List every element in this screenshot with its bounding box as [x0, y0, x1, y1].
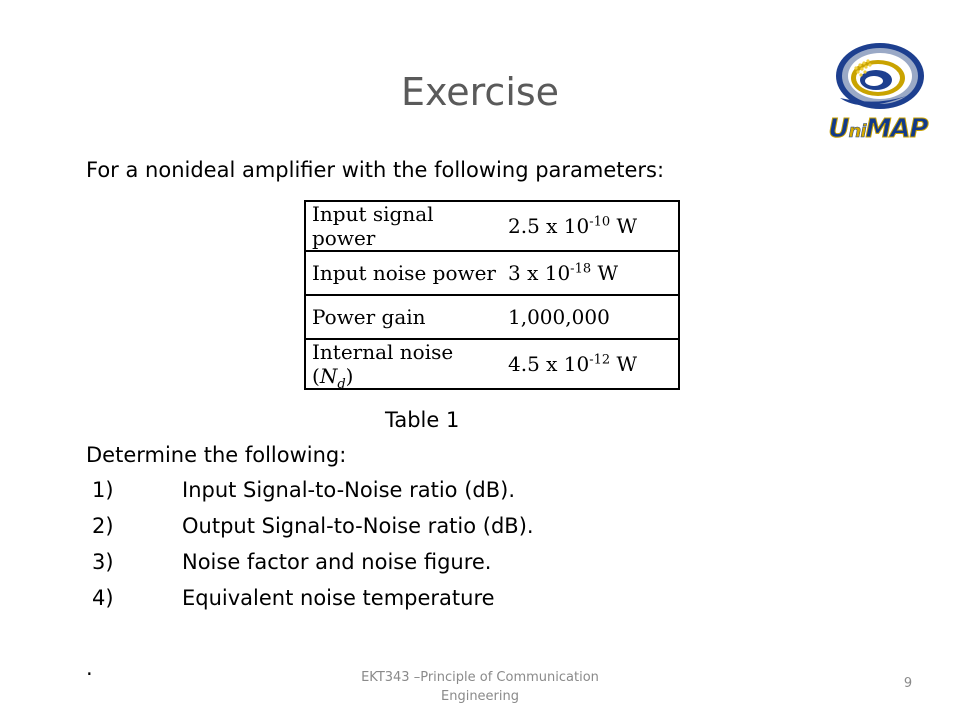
table-row	[305, 295, 679, 339]
question-number: 1)	[92, 478, 114, 502]
label-prefix: Internal noise (	[312, 340, 454, 388]
param-label: Input signal power	[305, 201, 502, 251]
logo-letter-u: U	[828, 114, 849, 144]
value-mantissa: 2.5 x 10	[508, 214, 590, 238]
param-value	[502, 251, 679, 295]
value-mantissa: 3 x 10	[508, 261, 571, 285]
logo-letters-ni: ni	[848, 121, 866, 142]
intro-text: For a nonideal amplifier with the following parameters:	[86, 158, 665, 182]
label-suffix: )	[345, 364, 354, 388]
value-unit: W	[610, 214, 638, 238]
label-symbol: N	[319, 364, 338, 388]
logo-wordmark	[826, 114, 930, 144]
param-value	[502, 339, 679, 389]
value-exponent: -18	[570, 261, 592, 277]
unimap-logo	[826, 38, 930, 150]
param-label: Input noise power	[305, 251, 502, 295]
param-value: 1,000,000	[502, 295, 679, 339]
table-row	[305, 251, 679, 295]
table-row	[305, 201, 679, 251]
logo-letters-map: MAP	[865, 114, 928, 144]
question-text: Noise factor and noise figure.	[182, 550, 492, 574]
footer-line: EKT343 –Principle of Communication	[361, 670, 599, 685]
parameters-table	[304, 200, 680, 390]
param-label: Power gain	[305, 295, 502, 339]
determine-heading: Determine the following:	[86, 443, 347, 467]
slide-title: Exercise	[400, 70, 560, 114]
question-text: Input Signal-to-Noise ratio (dB).	[182, 478, 516, 502]
question-number: 4)	[92, 586, 114, 610]
table-caption: Table 1	[385, 408, 460, 432]
param-label	[305, 339, 502, 392]
unimap-emblem-icon	[826, 38, 930, 118]
footer-course-title	[300, 668, 660, 706]
footer-line: Engineering	[441, 689, 519, 704]
label-subscript: d	[337, 377, 346, 392]
question-text: Output Signal-to-Noise ratio (dB).	[182, 514, 534, 538]
value-unit: W	[610, 352, 638, 376]
page-number: 9	[903, 676, 913, 691]
param-value	[502, 201, 679, 251]
value-exponent: -10	[589, 214, 611, 230]
value-mantissa: 4.5 x 10	[508, 352, 590, 376]
question-number: 3)	[92, 550, 114, 574]
question-number: 2)	[92, 514, 114, 538]
trailing-dot: .	[86, 656, 93, 680]
value-unit: W	[591, 261, 619, 285]
question-text: Equivalent noise temperature	[182, 586, 495, 610]
table-row	[305, 339, 679, 389]
value-exponent: -12	[589, 352, 611, 368]
